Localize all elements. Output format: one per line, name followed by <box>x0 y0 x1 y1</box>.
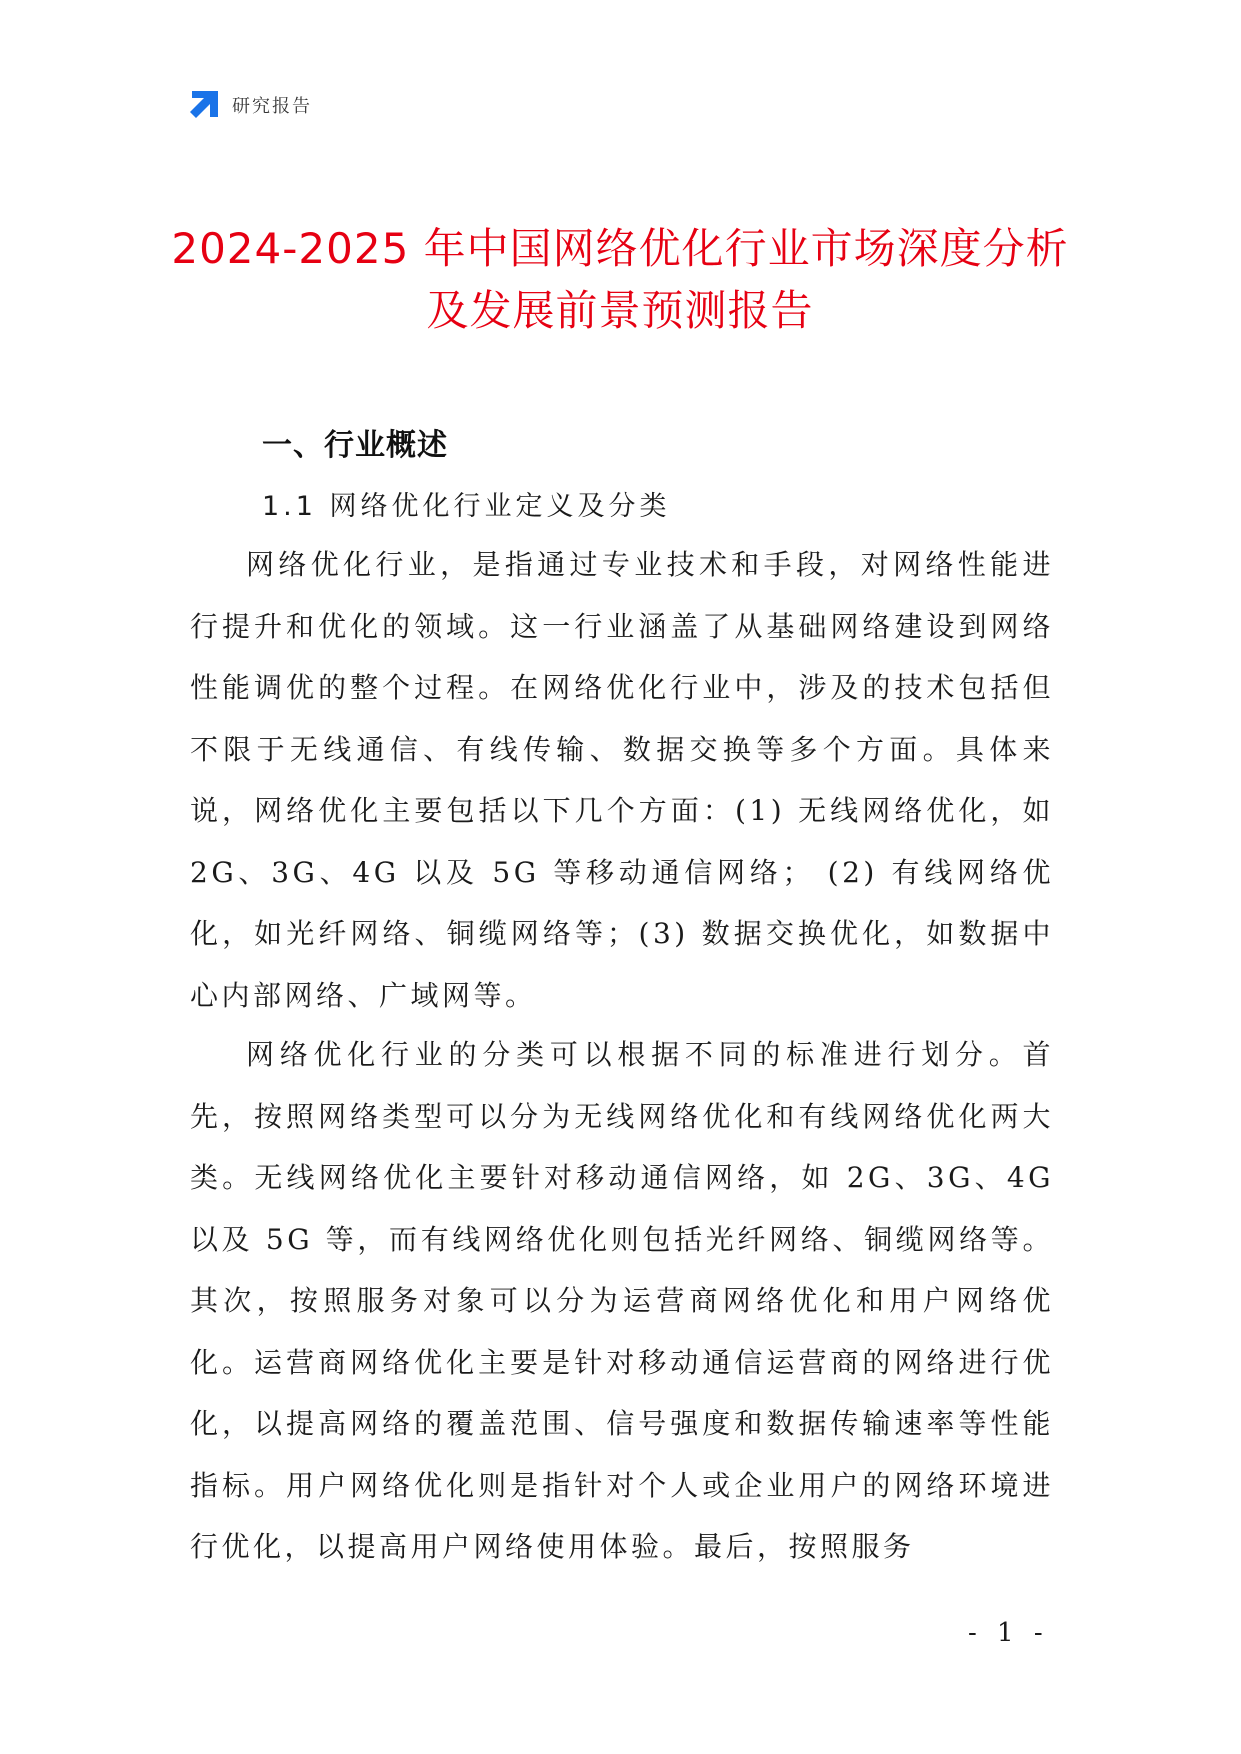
subsection-heading: 1.1 网络优化行业定义及分类 <box>262 491 671 522</box>
section-heading: 一、行业概述 <box>262 428 448 463</box>
paragraph-classification: 网络优化行业的分类可以根据不同的标准进行划分。首先，按照网络类型可以分为无线网络优化和有线网络优化两大类。无线网络优化主要针对移动通信网络，如 2G、3G、4G 以及 5G 等，而有线网络优化则包括光纤网络、铜缆网络等。其次，按照服务对象可以分为运营商网络优化和用户网络优化。运营商网络优化主要是针对移动通信运营商的网络进行优化，以提高网络的覆盖范围、信号强度和数据传输速率等性能指标。用户网络优化则是指针对个人或企业用户的网络环境进行优化，以提高用户网络使用体验。最后，按照服务 <box>190 1038 1054 1563</box>
logo-arrow-icon <box>188 89 220 121</box>
header-label: 研究报告 <box>232 96 312 117</box>
paragraph-definition: 网络优化行业，是指通过专业技术和手段，对网络性能进行提升和优化的领域。这一行业涵盖了从基础网络建设到网络性能调优的整个过程。在网络优化行业中，涉及的技术包括但不限于无线通信、有线传输、数据交换等多个方面。具体来说，网络优化主要包括以下几个方面：(1) 无线网络优化，如 2G、3G、4G 以及 5G 等移动通信网络； (2) 有线网络优化，如光纤网络、铜缆网络等；(3) 数据交换优化，如数据中心内部网络、广域网等。 <box>190 548 1054 1012</box>
document-title: 2024-2025 年中国网络优化行业市场深度分析及发展前景预测报告 <box>171 224 1069 335</box>
page-header <box>188 88 312 122</box>
page-number: - 1 - <box>968 1618 1049 1648</box>
